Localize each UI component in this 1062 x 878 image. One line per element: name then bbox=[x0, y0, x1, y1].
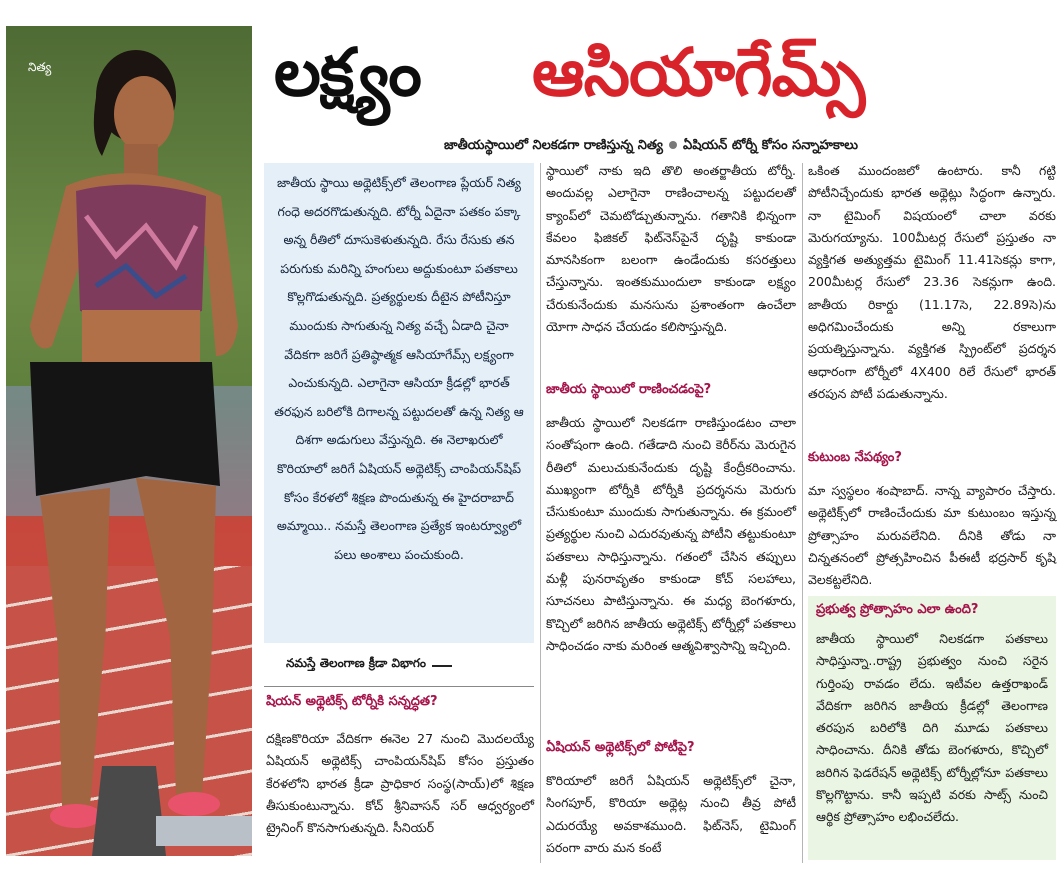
question-heading-3: ఏషియన్ అథ్లెటిక్స్‌లో పోటీపై? bbox=[546, 740, 695, 755]
answer-3-paragraph: కొరియాలో జరిగే ఏషియన్ అథ్లెటిక్స్‌లో చైనా, సింగపూర్, కొరియా అథ్లెట్ల నుంచి తీవ్ర పోటీ ఎదురయ్యే అవకాశముంది. ఫిట్‌నెస్, టైమింగ్ పరంగా వారు మన కంటే bbox=[546, 773, 796, 855]
column-separator bbox=[540, 163, 541, 863]
question-heading-5: ప్రభుత్వ ప్రోత్సాహం ఎలా ఉంది? bbox=[816, 602, 979, 617]
answer-text-1 bbox=[266, 728, 534, 839]
column-2-top bbox=[546, 160, 796, 338]
question-heading-2: జాతీయ స్థాయిలో రాణించడంపై? bbox=[546, 382, 712, 397]
byline-text: నమస్తే తెలంగాణ క్రీడా విభాగం bbox=[286, 656, 426, 670]
question-box-5 bbox=[808, 596, 1056, 860]
intro-text: జాతీయ స్థాయి అథ్లెటిక్స్‌లో తెలంగాణ ప్లేయర్ నిత్య గంధె అదరగొడుతున్నది. టోర్నీ ఏదైనా పతకం పక్కా అన్న రీతిలో దూసుకెళుతున్నది. రేసు రేసుకు తన పరుగుకు మరిన్ని హంగులు అద్దుకుంటూ పతకాలు కొల్లగొడుతున్నది. ప్రత్యర్థులకు దీటైన పోటీనిస్తూ ముందుకు సాగుతున్న నిత్య వచ్చే ఏడాది చైనా వేదికగా జరిగే ప్రతిష్ఠాత్మక ఆసియాగేమ్స్ లక్ష్యంగా ఎంచుకున్నది. ఎలాగైనా ఆసియా క్రీడల్లో భారత్ తరఫున బరిలోకి దిగాలన్న పట్టుదలతో ఉన్న నిత్య ఆ దిశగా అడుగులు వేస్తున్నది. ఈ నెలాఖరులో కొరియాలో జరిగే ఏషియన్ అథ్లెటిక్స్ చాంపియన్‌షిప్ కోసం కేరళలో శిక్షణ పొందుతున్న ఈ హైదరాబాద్ అమ్మాయి.. నమస్తే తెలంగాణ ప్రత్యేక ఇంటర్వ్యూలో పలు అంశాలు పంచుకుంది. bbox=[274, 175, 524, 562]
subhead-left: జాతీయస్థాయిలో నిలకడగా రాణిస్తున్న నిత్య bbox=[444, 138, 663, 153]
headline-part-red: ఆసియాగేమ్స్ bbox=[532, 34, 865, 111]
answer-text-2 bbox=[546, 412, 796, 657]
subheadline bbox=[444, 138, 1054, 160]
answer-1-paragraph: దక్షిణకొరియా వేదికగా ఈనెల 27 నుంచి మొదలయ్యే ఏషియన్ అథ్లెటిక్స్ చాంపియన్‌షిప్ కోసం ప్రస్తుతం కేరళలోని భారత క్రీడా ప్రాధికార సంస్థ(సాయ్)లో శిక్షణ తీసుకుంటున్నాను. కోచ్ శ్రీనివాసన్ సర్ ఆధ్వర్యంలో ట్రైనింగ్ కొనసాగుతున్నది. సీనియర్ bbox=[266, 731, 534, 836]
column-3-top bbox=[808, 160, 1056, 405]
intro-panel bbox=[264, 163, 534, 643]
subhead-right: ఏషియన్ టోర్నీ కోసం సన్నాహకాలు bbox=[682, 138, 858, 153]
answer-2-paragraph: జాతీయ స్థాయిలో నిలకడగా రాణిస్తుండటం చాలా సంతోషంగా ఉంది. గతేడాది నుంచి కెరీర్‌ను మెరుగైన రీతిలో మలుచుకునేందుకు దృష్టి కేంద్రీకరించాను. ముఖ్యంగా టోర్నీకి టోర్నీకి ప్రదర్శనను మెరుగు చేసుకుంటూ ముందుకు సాగుతున్నాను. ఈ క్రమంలో ప్రత్యర్థుల నుంచి ఎదురవుతున్న పోటీని తట్టుకుంటూ పతకాలు సాధిస్తున్నాను. గతంలో చేసిన తప్పులు మళ్లీ పునరావృతం కాకుండా కోచ్ సలహాలు, సూచనలు పాటిస్తున్నాను. ఈ మధ్య బెంగళూరు, కొచ్చిలో జరిగిన జాతీయ అథ్లెటిక్స్ టోర్నీల్లో పతకాలు సాధించడం నాకు మరింత ఆత్మవిశ్వాసాన్ని ఇచ్చింది. bbox=[546, 415, 796, 653]
column-3-top-paragraph: ఒకింత ముందంజలో ఉంటారు. కానీ గట్టి పోటీనిచ్చేందుకు భారత అథ్లెట్లు సిద్ధంగా ఉన్నారు. నా టైమింగ్ విషయంలో చాలా వరకు మెరుగయ్యాను. 100మీటర్ల రేసులో ప్రస్తుతం నా వ్యక్తిగత అత్యుత్తమ టైమింగ్ 11.41సెకన్లు కాగా, 200మీటర్ల రేసులో 23.36 సెకన్లుగా ఉంది. జాతీయ రికార్డు (11.17సె, 22.89సె)ను అధిగమించేందుకు అన్ని రకాలుగా ప్రయత్నిస్తున్నాను. వ్యక్తిగత స్ప్రింట్‌లో ప్రదర్శన ఆధారంగా టోర్నీలో 4X400 రిలే రేసులో భారత్ తరపున పోటీ పడుతున్నాను. bbox=[808, 163, 1056, 401]
headline bbox=[270, 32, 1060, 132]
answer-text-4 bbox=[808, 480, 1056, 591]
headline-part-black: లక్ష్యం bbox=[274, 34, 421, 111]
question-heading-4: కుటుంబ నేపథ్యం? bbox=[808, 450, 902, 465]
byline bbox=[286, 656, 516, 673]
bullet-dot-icon bbox=[669, 141, 677, 149]
answer-5-paragraph: జాతీయ స్థాయిలో నిలకడగా పతకాలు సాధిస్తున్నా..రాష్ట్ర ప్రభుత్వం నుంచి సరైన గుర్తింపు రావడం లేదు. ఇటీవల ఉత్తరాఖండ్ వేదికగా జరిగిన జాతీయ క్రీడల్లో తెలంగాణ తరపున బరిలోకి దిగి మూడు పతకాలు సాధించాను. దీనికి తోడు బెంగళూరు, కొచ్చిలో జరిగిన ఫెడరేషన్ అథ్లెటిక్స్ టోర్నీల్లోనూ పతకాలు కొల్లగొట్టాను. కానీ ఇప్పటి వరకు సాట్స్ నుంచి ఆర్థిక ప్రోత్సాహం లభించలేదు. bbox=[816, 631, 1048, 825]
athlete-photo bbox=[6, 26, 252, 856]
column-separator bbox=[802, 163, 803, 863]
answer-4-paragraph: మా స్వస్థలం శంషాబాద్. నాన్న వ్యాపారం చేస్తారు. అథ్లెటిక్స్‌లో రాణించేందుకు మా కుటుంబం ఇస్తున్న ప్రోత్సాహం మరువలేనిది. దీనికి తోడు నా చిన్నతనంలో ప్రోత్సహించిన పీఈటీ భద్రసార్ కృషి వెలకట్టలేనిది. bbox=[808, 483, 1056, 588]
divider bbox=[264, 686, 534, 687]
answer-text-5 bbox=[816, 628, 1048, 829]
question-heading-1: షియన్ అథ్లెటిక్స్ టోర్నీకి సన్నద్ధత? bbox=[266, 694, 438, 709]
answer-text-3 bbox=[546, 770, 796, 859]
column-2-top-paragraph: స్థాయిలో నాకు ఇది తొలి అంతర్జాతీయ టోర్నీ. అందువల్ల ఎలాగైనా రాణించాలన్న పట్టుదలతో క్యాంప్‌లో చెమటోడ్చుతున్నాను. గతానికి భిన్నంగా కేవలం ఫిజికల్ ఫిట్‌నెస్‌పైనే దృష్టి కాకుండా మానసికంగా బలంగా ఉండేందుకు కసరత్తులు చేస్తున్నాను. ఇంతకుముందులా కాకుండా లక్ష్యం చేరుకునేందుకు మనసును ప్రశాంతంగా ఉంచేలా యోగా సాధన చేయడం కలిసొస్తున్నది. bbox=[546, 163, 796, 335]
photo-credit: నిత్య bbox=[28, 60, 52, 74]
pen-signature-icon bbox=[432, 657, 452, 667]
athlete-figure bbox=[6, 26, 252, 856]
